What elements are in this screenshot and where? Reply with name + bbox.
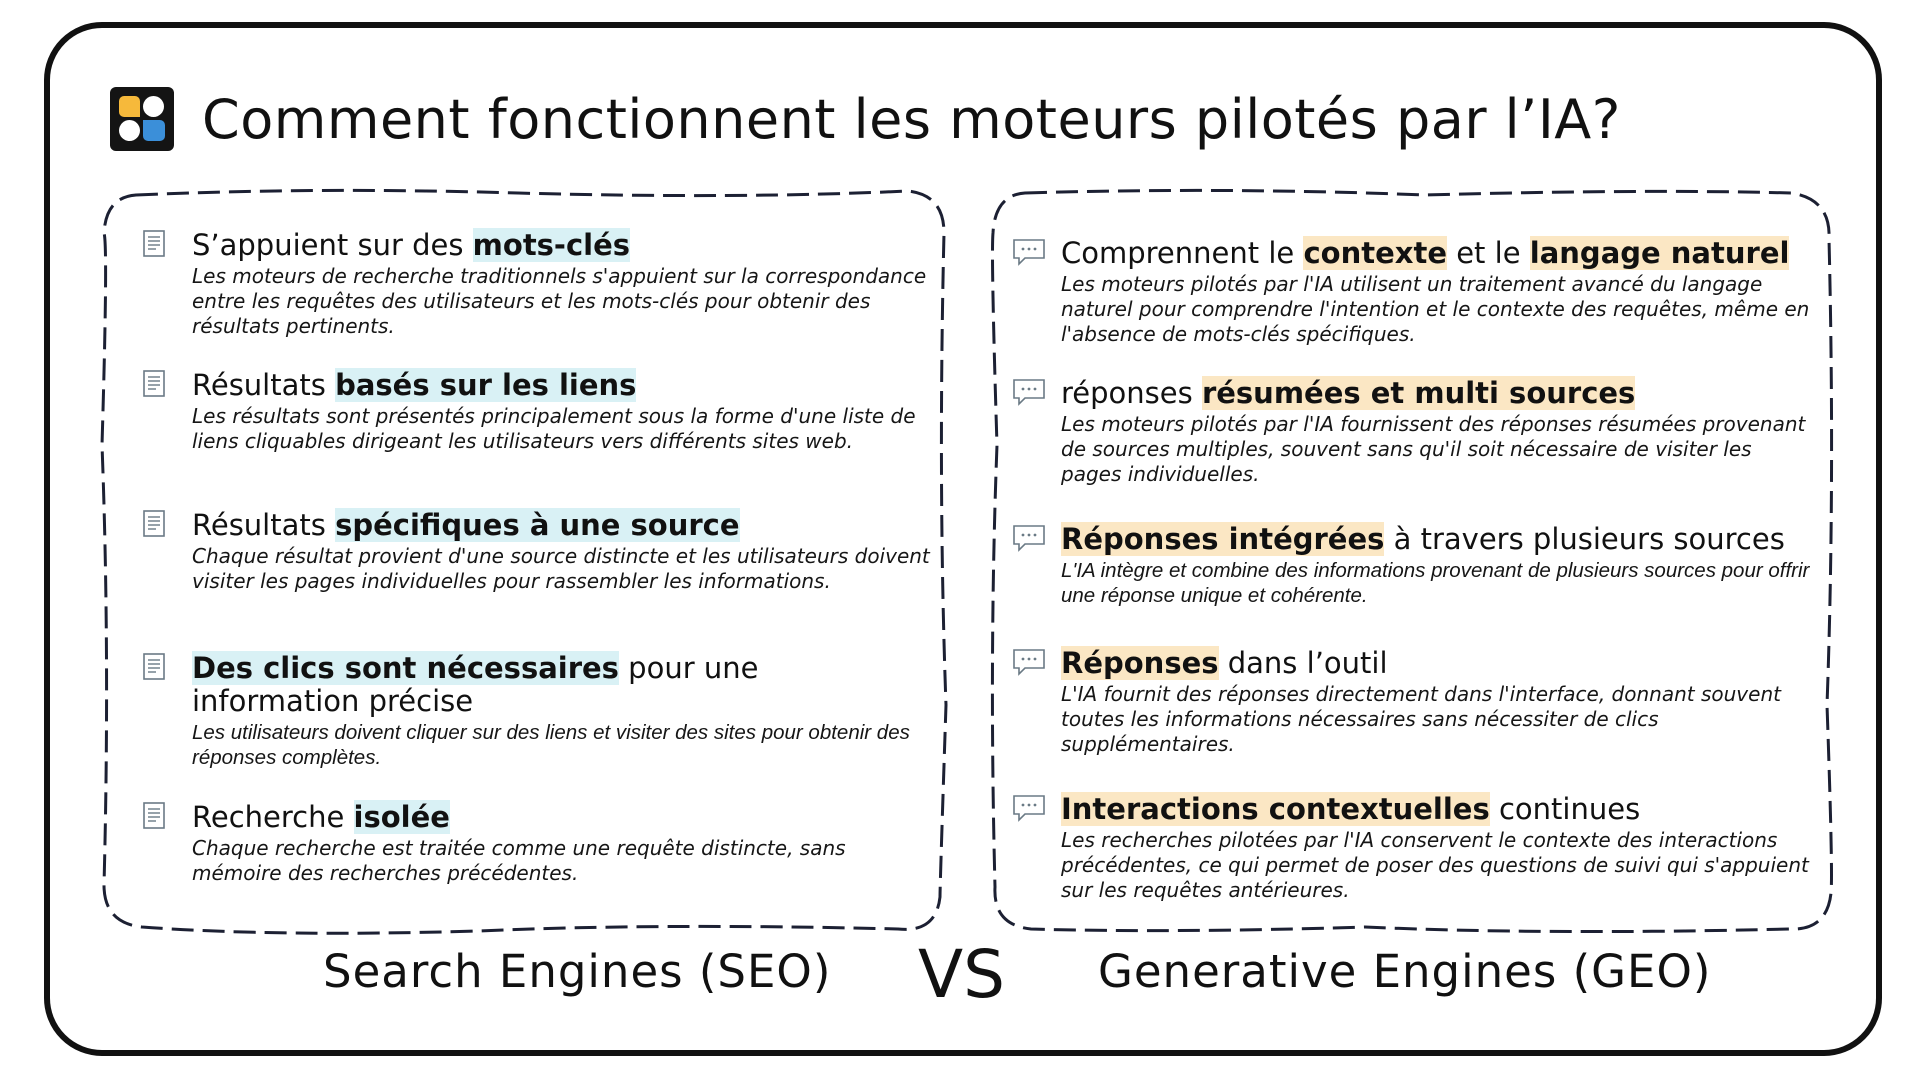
document-icon xyxy=(142,229,168,259)
item-description: Les moteurs pilotés par l'IA fournissent des réponses résumées provenant de sources multiples, souvent sans qu'il soit nécessaire de visiter les pages individuelles. xyxy=(1061,412,1806,486)
app-logo-icon xyxy=(110,87,174,151)
page-title: Comment fonctionnent les moteurs pilotés par l’IA? xyxy=(202,87,1621,151)
item-heading: Recherche isolée xyxy=(192,800,450,834)
item-heading: réponses résumées et multi sources xyxy=(1061,376,1636,410)
chat-bubble-icon xyxy=(1011,523,1047,553)
item-description: L'IA intègre et combine des informations provenant de plusieurs sources pour offrir une réponse unique et cohérente. xyxy=(1061,559,1810,607)
list-item xyxy=(142,801,932,886)
document-icon xyxy=(142,652,168,682)
chat-bubble-icon xyxy=(1011,647,1047,677)
list-item xyxy=(1011,377,1817,487)
list-item xyxy=(142,652,932,770)
item-description: Chaque résultat provient d'une source distincte et les utilisateurs doivent visiter les pages individuelles pour rassembler les informations. xyxy=(192,544,930,593)
list-item xyxy=(1011,647,1817,757)
list-item xyxy=(142,509,932,594)
item-heading: Réponses intégrées à travers plusieurs sources xyxy=(1061,522,1785,556)
geo-panel xyxy=(985,185,1837,937)
item-heading: S’appuient sur des mots-clés xyxy=(192,228,631,262)
item-description: L'IA fournit des réponses directement dans l'interface, donnant souvent toutes les informations nécessaires sans nécessiter de clics supplémentaires. xyxy=(1061,682,1781,756)
item-description: Les résultats sont présentés principalement sous la forme d'une liste de liens cliquables dirigeant les utilisateurs vers différents sites web. xyxy=(192,404,916,453)
item-heading: Résultats spécifiques à une source xyxy=(192,508,740,542)
geo-label: Generative Engines (GEO) xyxy=(1098,945,1712,998)
chat-bubble-icon xyxy=(1011,237,1047,267)
header xyxy=(110,83,1621,155)
item-heading: Des clics sont nécessaires pour une information précise xyxy=(192,651,759,718)
item-description: Les moteurs pilotés par l'IA utilisent un traitement avancé du langage naturel pour comprendre l'intention et le contexte des requêtes, même en l'absence de mots-clés spécifiques. xyxy=(1061,272,1810,346)
document-icon xyxy=(142,369,168,399)
list-item xyxy=(142,369,932,454)
vs-label: VS xyxy=(918,936,1006,1013)
list-item xyxy=(142,229,932,339)
document-icon xyxy=(142,801,168,831)
list-item xyxy=(1011,523,1817,608)
seo-label: Search Engines (SEO) xyxy=(323,945,832,998)
item-description: Les recherches pilotées par l'IA conservent le contexte des interactions précédentes, ce qui permet de poser des questions de suivi qui s'appuient sur les requêtes antérieures. xyxy=(1061,828,1809,902)
list-item xyxy=(1011,237,1817,347)
item-heading: Résultats basés sur les liens xyxy=(192,368,637,402)
item-description: Les utilisateurs doivent cliquer sur des liens et visiter des sites pour obtenir des réponses complètes. xyxy=(192,721,910,769)
item-heading: Réponses dans l’outil xyxy=(1061,646,1388,680)
chat-bubble-icon xyxy=(1011,377,1047,407)
seo-panel xyxy=(98,185,950,937)
item-heading: Interactions contextuelles continues xyxy=(1061,792,1641,826)
document-icon xyxy=(142,509,168,539)
chat-bubble-icon xyxy=(1011,793,1047,823)
list-item xyxy=(1011,793,1817,903)
item-description: Les moteurs de recherche traditionnels s'appuient sur la correspondance entre les requêtes des utilisateurs et les mots-clés pour obtenir des résultats pertinents. xyxy=(192,264,927,338)
item-heading: Comprennent le contexte et le langage naturel xyxy=(1061,236,1790,270)
item-description: Chaque recherche est traitée comme une requête distincte, sans mémoire des recherches précédentes. xyxy=(192,836,846,885)
